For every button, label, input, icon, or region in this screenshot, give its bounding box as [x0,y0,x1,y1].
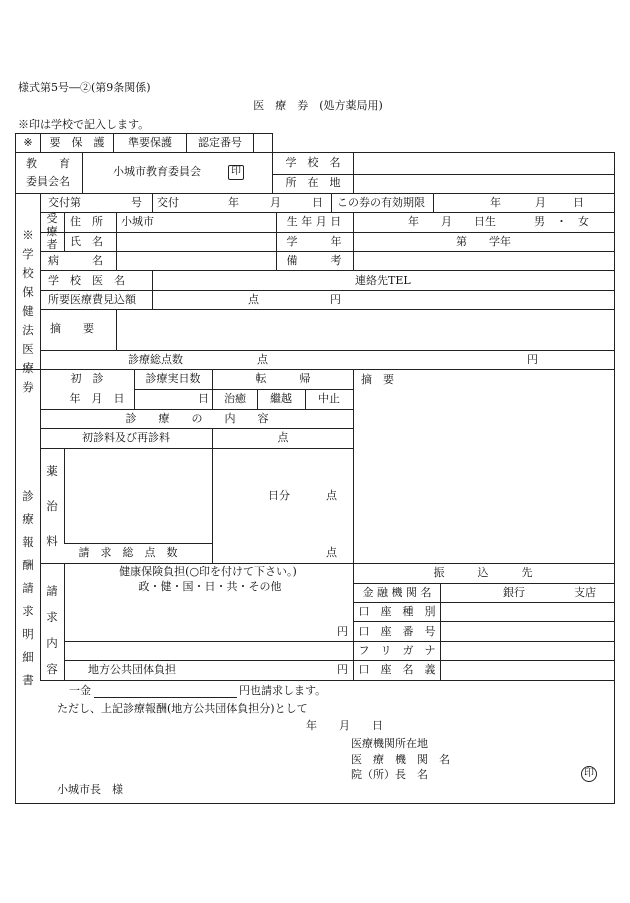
summary-label: 摘 要 [50,322,94,335]
branch-suffix: 支店 [574,586,596,599]
total-yen-unit: 円 [527,353,538,366]
valid-month: 月 [535,196,546,209]
disease-label: 病 名 [48,254,103,267]
nintei-number-label: 認定番号 [198,136,242,149]
outcome-continued-option[interactable]: 繼越 [270,392,292,405]
committee-label-line1: 教 育 [26,157,70,170]
billing-statement-side-label: 診療報酬請求明細書 [22,489,34,687]
treatment-content-header: 診 療 の 内 容 [125,412,269,425]
patient-side-label: 受療者 [46,212,58,251]
school-name-label: 学 校 名 [285,156,341,169]
insurance-burden-label: 健康保険負担(○印を付けて下さい。) [119,565,297,578]
total-points-label: 診療総点数 [128,353,183,366]
valid-period-label: この券の有効期限 [337,196,425,209]
grade-label: 学 年 [286,235,342,248]
estimated-cost-points-unit: 点 [248,293,259,306]
youhogo-checkbox[interactable]: 要 保 護 [49,136,105,149]
name-field[interactable] [121,236,271,250]
valid-day: 日 [573,196,584,209]
school-doctor-label: 学 校 医 名 [48,274,125,287]
outcome-stopped-option[interactable]: 中止 [318,392,340,405]
claim-content-side-label: 請求内容 [46,584,58,676]
issue-month: 月 [270,196,281,209]
contact-tel-label: 連絡先TEL [355,274,411,287]
clinic-name-label: 医 療 機 関 名 [351,753,450,766]
drug-point-unit: 点 [326,489,337,502]
revisit-fee-point-unit: 点 [277,431,289,444]
director-seal-icon: 印 [581,766,597,782]
outcome-cured-option[interactable]: 治癒 [224,392,246,405]
bank-name-label: 金 融 機 関 名 [362,586,432,599]
first-visit-date[interactable]: 年 月 日 [69,392,125,405]
claim-amount-prefix: 一金 [69,684,91,697]
insurance-type-options[interactable]: 政・健・国・日・共・その他 [138,580,282,593]
billing-summary-field[interactable] [361,389,609,559]
claim-amount-underline[interactable] [94,697,237,698]
school-location-field[interactable] [356,177,612,191]
account-type-label: 口 座 種 別 [358,605,436,618]
issue-no-unit: 号 [131,196,142,209]
transfer-destination-header: 振 込 先 [433,566,533,579]
insurance-yen-unit: 円 [337,625,348,638]
form-number: 様式第5号―②(第9条関係) [18,81,151,94]
issue-no-label: 交付第 [48,196,81,209]
committee-seal-icon: 印 [228,165,244,180]
claim-date[interactable]: 年 月 日 [306,719,383,732]
total-points-unit: 点 [257,353,268,366]
director-name-label: 院（所）長 名 [351,768,428,781]
issue-year: 年 [228,196,239,209]
asterisk-mark: ※ [23,136,33,149]
actual-days-unit: 日 [198,392,209,405]
address-value[interactable]: 小城市 [121,215,154,228]
summary-field[interactable] [124,313,610,347]
claim-total-point-unit: 点 [326,546,337,559]
valid-year: 年 [490,196,501,209]
account-holder-label: 口 座 名 義 [358,663,436,676]
mayor-addressee: 小城市長 様 [57,783,123,796]
first-visit-label: 初 診 [70,372,104,385]
days-supply-unit: 日分 [268,489,290,502]
school-health-voucher-side-label: ※学校保健法医療券 [22,228,34,394]
revisit-fee-label: 初診料及び再診料 [82,431,170,444]
school-name-field[interactable] [356,157,612,171]
school-note: ※印は学校で記入します。 [18,118,150,131]
local-gov-yen-unit: 円 [337,663,348,676]
committee-label-line2: 委員会名 [26,175,70,188]
address-label: 住 所 [70,215,103,228]
claim-statement: ただし、上記診療報酬(地方公共団体負担分)として [57,702,308,715]
account-number-label: 口 座 番 号 [358,625,436,638]
billing-summary-label: 摘 要 [361,373,394,386]
grade-value[interactable]: 第 学年 [456,235,511,248]
gender-select[interactable]: 男 ・ 女 [534,215,589,228]
outcome-label: 転 帰 [255,372,311,385]
clinic-address-label: 医療機関所在地 [351,737,428,750]
junyouhogo-checkbox[interactable]: 準要保護 [128,136,172,149]
issue-day: 日 [312,196,323,209]
remarks-label: 備 考 [286,254,342,267]
school-location-label: 所 在 地 [285,176,341,189]
form-title: 医 療 券 (処方薬局用) [253,99,383,112]
furigana-label: フ リ ガ ナ [358,644,436,657]
estimated-cost-yen-unit: 円 [330,293,341,306]
bank-suffix: 銀行 [503,586,525,599]
issue-label: 交付 [157,196,179,209]
birthdate-value[interactable]: 年 月 日生 [408,215,496,228]
local-gov-burden-label: 地方公共団体負担 [88,663,176,676]
committee-name: 小城市教育委員会 [113,165,201,178]
claim-amount-suffix: 円也請求します。 [239,684,327,697]
claim-total-points-label: 請 求 総 点 数 [78,546,178,559]
drug-treatment-side-label: 薬治料 [46,464,58,548]
actual-days-label: 診療実日数 [145,372,201,385]
name-label: 氏 名 [70,235,103,248]
estimated-cost-label: 所要医療費見込額 [48,293,136,306]
birthdate-label: 生 年 月 日 [286,215,342,228]
